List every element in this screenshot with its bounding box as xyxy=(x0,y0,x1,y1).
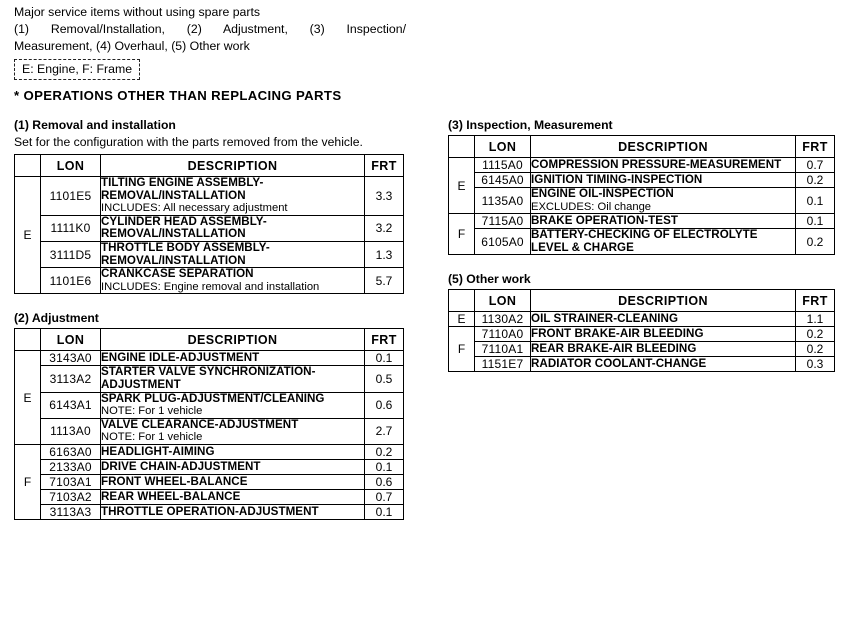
description-note: NOTE: For 1 vehicle xyxy=(101,405,203,418)
cell-description xyxy=(101,418,365,444)
cell-frt: 1.3 xyxy=(365,241,404,267)
section-title-other-work: (5) Other work xyxy=(448,272,531,287)
cell-description xyxy=(101,474,365,489)
cell-lon: 6145A0 xyxy=(475,173,531,188)
cell-frt: 1.1 xyxy=(796,312,835,327)
cell-group-ef: E xyxy=(15,177,41,294)
table-adjustment xyxy=(14,328,404,520)
cell-description xyxy=(531,214,796,229)
description-main: ENGINE IDLE-ADJUSTMENT xyxy=(101,351,260,365)
cell-frt: 0.7 xyxy=(796,158,835,173)
col-header-description: DESCRIPTION xyxy=(531,136,796,158)
table-row xyxy=(15,392,404,418)
description-main: BRAKE OPERATION-TEST xyxy=(531,213,678,227)
intro-line-2: (1) Removal/Installation, (2) Adjustment, (3) Inspection/ xyxy=(14,22,406,36)
cell-description xyxy=(101,177,365,216)
description-main: REAR BRAKE-AIR BLEEDING xyxy=(531,342,697,356)
table-row xyxy=(449,214,835,229)
cell-lon: 3113A2 xyxy=(41,366,101,392)
table-row xyxy=(449,173,835,188)
cell-description xyxy=(101,392,365,418)
col-header-ef xyxy=(15,155,41,177)
cell-lon: 6163A0 xyxy=(41,444,101,459)
col-header-frt: FRT xyxy=(365,155,404,177)
cell-lon: 7103A1 xyxy=(41,474,101,489)
table-row xyxy=(15,177,404,216)
description-main: TILTING ENGINE ASSEMBLY-REMOVAL/INSTALLATION xyxy=(101,176,264,202)
description-main: CYLINDER HEAD ASSEMBLY-REMOVAL/INSTALLATION xyxy=(101,214,267,241)
cell-frt: 0.3 xyxy=(796,357,835,372)
cell-frt: 0.2 xyxy=(796,342,835,357)
cell-lon: 6105A0 xyxy=(475,229,531,255)
table-other-work xyxy=(448,289,835,372)
cell-description xyxy=(531,158,796,173)
table-removal-installation xyxy=(14,154,404,294)
cell-group-ef: E xyxy=(449,312,475,327)
cell-description xyxy=(101,268,365,294)
description-main: DRIVE CHAIN-ADJUSTMENT xyxy=(101,459,261,473)
banner-heading: * OPERATIONS OTHER THAN REPLACING PARTS xyxy=(14,88,342,103)
cell-lon: 1135A0 xyxy=(475,188,531,214)
description-main: VALVE CLEARANCE-ADJUSTMENT xyxy=(101,417,299,431)
intro-line-3: Measurement, (4) Overhaul, (5) Other work xyxy=(14,39,250,53)
cell-description xyxy=(531,312,796,327)
col-header-lon: LON xyxy=(475,290,531,312)
table-row xyxy=(449,357,835,372)
right-column xyxy=(448,118,836,372)
table-row xyxy=(449,312,835,327)
cell-description xyxy=(101,351,365,366)
cell-lon: 2133A0 xyxy=(41,459,101,474)
section-title-inspection: (3) Inspection, Measurement xyxy=(448,118,613,132)
description-main: COMPRESSION PRESSURE-MEASUREMENT xyxy=(531,157,782,171)
table-header-row xyxy=(15,329,404,351)
cell-lon: 1130A2 xyxy=(475,312,531,327)
cell-lon: 1101E5 xyxy=(41,177,101,216)
description-note: INCLUDES: All necessary adjustment xyxy=(101,202,288,215)
table-body xyxy=(449,158,835,255)
cell-lon: 1115A0 xyxy=(475,158,531,173)
legend-box: E: Engine, F: Frame xyxy=(14,59,140,80)
cell-frt: 0.2 xyxy=(796,327,835,342)
cell-lon: 7110A1 xyxy=(475,342,531,357)
cell-lon: 1151E7 xyxy=(475,357,531,372)
intro-block xyxy=(14,4,406,80)
cell-frt: 0.2 xyxy=(365,444,404,459)
table-row xyxy=(15,241,404,267)
cell-group-ef: F xyxy=(449,327,475,372)
description-main: FRONT BRAKE-AIR BLEEDING xyxy=(531,327,704,341)
cell-group-ef: E xyxy=(449,158,475,214)
table-row xyxy=(449,342,835,357)
col-header-frt: FRT xyxy=(796,290,835,312)
cell-lon: 6143A1 xyxy=(41,392,101,418)
cell-frt: 3.3 xyxy=(365,177,404,216)
cell-frt: 0.1 xyxy=(796,188,835,214)
table-body xyxy=(15,351,404,520)
cell-description xyxy=(531,357,796,372)
cell-frt: 0.7 xyxy=(365,489,404,504)
cell-frt: 0.2 xyxy=(796,229,835,255)
table-header-row xyxy=(449,136,835,158)
col-header-ef xyxy=(449,136,475,158)
cell-frt: 3.2 xyxy=(365,215,404,241)
col-header-description: DESCRIPTION xyxy=(101,329,365,351)
cell-description xyxy=(531,173,796,188)
table-body xyxy=(15,177,404,294)
cell-lon: 3143A0 xyxy=(41,351,101,366)
description-main: HEADLIGHT-AIMING xyxy=(101,444,215,458)
table-row xyxy=(15,489,404,504)
table-inspection-measurement xyxy=(448,135,835,255)
table-row xyxy=(15,215,404,241)
description-main: SPARK PLUG-ADJUSTMENT/CLEANING xyxy=(101,391,325,405)
cell-lon: 3111D5 xyxy=(41,241,101,267)
col-header-lon: LON xyxy=(41,329,101,351)
table-row xyxy=(15,268,404,294)
cell-frt: 0.6 xyxy=(365,392,404,418)
table-row xyxy=(15,504,404,519)
description-main: FRONT WHEEL-BALANCE xyxy=(101,474,248,488)
cell-lon: 7103A2 xyxy=(41,489,101,504)
cell-frt: 0.1 xyxy=(365,504,404,519)
cell-lon: 7115A0 xyxy=(475,214,531,229)
description-main: THROTTLE OPERATION-ADJUSTMENT xyxy=(101,504,319,518)
table-row xyxy=(449,327,835,342)
col-header-frt: FRT xyxy=(796,136,835,158)
col-header-frt: FRT xyxy=(365,329,404,351)
cell-description xyxy=(101,459,365,474)
table-row xyxy=(15,444,404,459)
cell-description xyxy=(101,366,365,392)
cell-description xyxy=(101,504,365,519)
description-note: NOTE: For 1 vehicle xyxy=(101,431,203,444)
cell-description xyxy=(101,215,365,241)
description-note: INCLUDES: Engine removal and installation xyxy=(101,280,320,293)
col-header-description: DESCRIPTION xyxy=(101,155,365,177)
col-header-lon: LON xyxy=(475,136,531,158)
description-main: IGNITION TIMING-INSPECTION xyxy=(531,172,703,186)
table-row xyxy=(15,474,404,489)
description-main: ENGINE OIL-INSPECTION xyxy=(531,187,674,200)
cell-description xyxy=(101,489,365,504)
description-main: THROTTLE BODY ASSEMBLY-REMOVAL/INSTALLATION xyxy=(101,240,270,267)
cell-group-ef: E xyxy=(15,351,41,445)
cell-lon: 7110A0 xyxy=(475,327,531,342)
cell-frt: 0.1 xyxy=(365,351,404,366)
cell-description xyxy=(101,444,365,459)
left-column xyxy=(14,118,406,520)
col-header-description: DESCRIPTION xyxy=(531,290,796,312)
cell-frt: 0.1 xyxy=(365,459,404,474)
description-main: OIL STRAINER-CLEANING xyxy=(531,312,679,326)
cell-frt: 2.7 xyxy=(365,418,404,444)
cell-description xyxy=(101,241,365,267)
table-row xyxy=(449,158,835,173)
description-note: EXCLUDES: Oil change xyxy=(531,200,652,213)
cell-group-ef: F xyxy=(449,214,475,255)
col-header-ef xyxy=(15,329,41,351)
table-row xyxy=(15,418,404,444)
cell-frt: 0.1 xyxy=(796,214,835,229)
description-main: CRANKCASE SEPARATION xyxy=(101,267,254,281)
cell-frt: 5.7 xyxy=(365,268,404,294)
col-header-ef xyxy=(449,290,475,312)
intro-line-1: Major service items without using spare parts xyxy=(14,5,261,19)
section-title-removal: (1) Removal and installation xyxy=(14,118,176,132)
table-row xyxy=(449,188,835,214)
table-row xyxy=(449,229,835,255)
table-header-row xyxy=(15,155,404,177)
cell-description xyxy=(531,229,796,255)
description-main: REAR WHEEL-BALANCE xyxy=(101,489,241,503)
table-row xyxy=(15,351,404,366)
cell-frt: 0.5 xyxy=(365,366,404,392)
section-subtitle-removal: Set for the configuration with the parts removed from the vehicle. xyxy=(14,135,363,149)
col-header-lon: LON xyxy=(41,155,101,177)
cell-group-ef: F xyxy=(15,444,41,519)
table-body xyxy=(449,312,835,372)
cell-lon: 1101E6 xyxy=(41,268,101,294)
table-row xyxy=(15,459,404,474)
cell-lon: 1111K0 xyxy=(41,215,101,241)
table-row xyxy=(15,366,404,392)
description-main: STARTER VALVE SYNCHRONIZATION-ADJUSTMENT xyxy=(101,365,316,391)
description-main: RADIATOR COOLANT-CHANGE xyxy=(531,357,707,371)
cell-frt: 0.6 xyxy=(365,474,404,489)
section-title-adjustment: (2) Adjustment xyxy=(14,311,99,326)
table-header-row xyxy=(449,290,835,312)
cell-description xyxy=(531,342,796,357)
cell-lon: 3113A3 xyxy=(41,504,101,519)
cell-description xyxy=(531,327,796,342)
description-main: BATTERY-CHECKING OF ELECTROLYTE LEVEL & CHARGE xyxy=(531,228,758,254)
cell-lon: 1113A0 xyxy=(41,418,101,444)
cell-frt: 0.2 xyxy=(796,173,835,188)
cell-description xyxy=(531,188,796,214)
